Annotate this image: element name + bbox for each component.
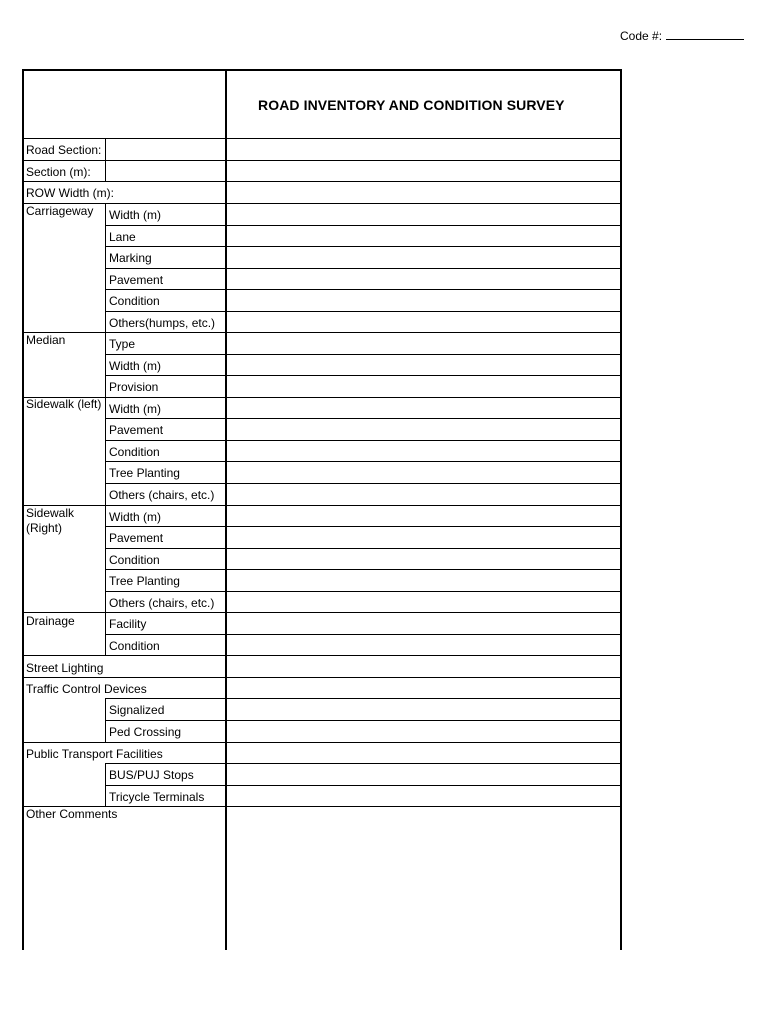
sidewalk-left-item: Others (chairs, etc.) <box>109 488 215 502</box>
other-comments-label: Other Comments <box>26 807 118 821</box>
median-item: Provision <box>109 380 159 394</box>
row-line <box>105 548 622 549</box>
traffic-control-item: Ped Crossing <box>109 725 182 739</box>
row-line <box>22 181 622 182</box>
drainage-item: Facility <box>109 617 147 631</box>
median-item: Type <box>109 337 136 351</box>
sidewalk-right-item: Condition <box>109 553 160 567</box>
traffic-control-item: Signalized <box>109 703 165 717</box>
row-line <box>22 505 622 506</box>
row-line <box>22 655 622 656</box>
drainage-label: Drainage <box>26 614 75 628</box>
row-line <box>22 203 622 204</box>
row-line <box>22 160 622 161</box>
public-transport-item: BUS/PUJ Stops <box>109 768 194 782</box>
carriageway-item: Width (m) <box>109 208 161 222</box>
sidewalk-right-label: Sidewalk <box>26 506 75 520</box>
sidewalk-right-label-line2: (Right) <box>26 521 63 535</box>
code-number-label: Code #: <box>620 29 663 43</box>
traffic-control-label: Traffic Control Devices <box>26 682 147 696</box>
row-line <box>22 677 622 678</box>
code-number-field <box>620 28 744 43</box>
row-line <box>105 268 622 269</box>
carriageway-label: Carriageway <box>26 204 94 218</box>
row-line <box>105 591 622 592</box>
sidewalk-left-item: Pavement <box>109 423 164 437</box>
row-line <box>105 569 622 570</box>
row-line <box>22 138 622 139</box>
row-line <box>105 634 622 635</box>
row-line <box>105 440 622 441</box>
row-line <box>105 461 622 462</box>
form-title: ROAD INVENTORY AND CONDITION SURVEY <box>258 97 565 113</box>
sidewalk-right-item: Width (m) <box>109 510 161 524</box>
road-section-label: Road Section: <box>26 143 102 157</box>
row-line <box>105 375 622 376</box>
carriageway-item: Pavement <box>109 273 164 287</box>
row-line <box>105 311 622 312</box>
row-width-label: ROW Width (m): <box>26 186 114 200</box>
sidewalk-left-item: Width (m) <box>109 402 161 416</box>
public-transport-item: Tricycle Terminals <box>109 790 205 804</box>
row-line <box>22 612 622 613</box>
row-line <box>105 289 622 290</box>
row-line <box>105 246 622 247</box>
row-line <box>105 698 622 699</box>
row-line <box>105 418 622 419</box>
row-line <box>105 526 622 527</box>
subcolumn-divider-middle <box>105 203 106 655</box>
carriageway-item: Lane <box>109 230 136 244</box>
row-line <box>105 785 622 786</box>
sidewalk-left-item: Tree Planting <box>109 466 180 480</box>
row-line <box>105 225 622 226</box>
row-line <box>105 483 622 484</box>
median-item: Width (m) <box>109 359 161 373</box>
sidewalk-right-item: Others (chairs, etc.) <box>109 596 215 610</box>
median-label: Median <box>26 333 66 347</box>
section-m-label: Section (m): <box>26 165 91 179</box>
sidewalk-left-label: Sidewalk (left) <box>26 397 102 411</box>
row-line <box>105 354 622 355</box>
carriageway-item: Marking <box>109 251 152 265</box>
carriageway-item: Condition <box>109 294 160 308</box>
sidewalk-left-item: Condition <box>109 445 160 459</box>
row-line <box>22 742 622 743</box>
carriageway-item: Others(humps, etc.) <box>109 316 216 330</box>
row-line <box>105 720 622 721</box>
street-lighting-label: Street Lighting <box>26 661 104 675</box>
sidewalk-right-item: Tree Planting <box>109 574 180 588</box>
row-line <box>22 397 622 398</box>
row-line <box>22 332 622 333</box>
row-line <box>105 763 622 764</box>
column-divider <box>225 70 227 950</box>
code-number-blank[interactable] <box>666 28 744 40</box>
drainage-item: Condition <box>109 639 160 653</box>
public-transport-label: Public Transport Facilities <box>26 747 163 761</box>
sidewalk-right-item: Pavement <box>109 531 164 545</box>
